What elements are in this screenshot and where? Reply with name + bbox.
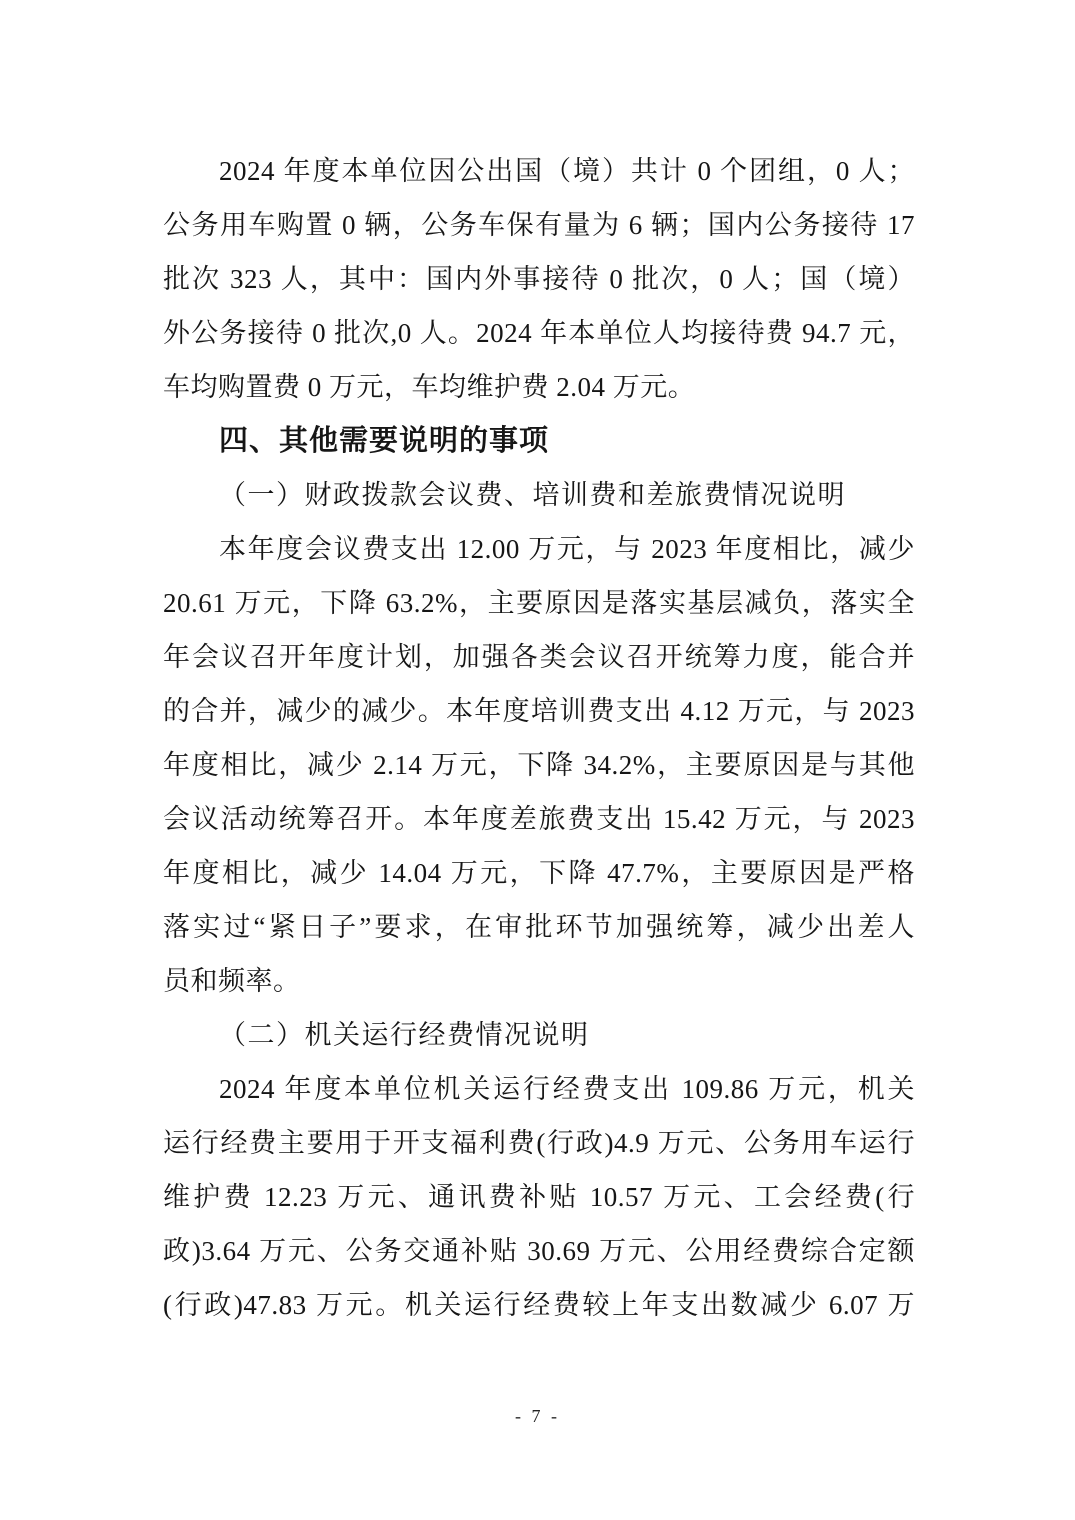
paragraph-line: 外公务接待 0 批次,0 人。2024 年本单位人均接待费 94.7 元，: [163, 318, 915, 348]
paragraph-line: 年会议召开年度计划，加强各类会议召开统筹力度，能合并: [163, 642, 915, 672]
page-number: - 7 -: [515, 1406, 560, 1426]
paragraph-line: 维护费 12.23 万元、通讯费补贴 10.57 万元、工会经费(行: [163, 1182, 915, 1212]
paragraph-line: 公务用车购置 0 辆，公务车保有量为 6 辆；国内公务接待 17: [163, 210, 915, 240]
paragraph-line: 本年度会议费支出 12.00 万元，与 2023 年度相比，减少: [219, 534, 915, 564]
subsection-heading: （一）财政拨款会议费、培训费和差旅费情况说明: [219, 480, 846, 510]
section-heading: 四、其他需要说明的事项: [219, 425, 550, 457]
paragraph-line: 年度相比，减少 2.14 万元，下降 34.2%，主要原因是与其他: [163, 750, 915, 780]
subsection-heading: （二）机关运行经费情况说明: [219, 1020, 590, 1050]
paragraph-line: 批次 323 人，其中：国内外事接待 0 批次，0 人；国（境）: [163, 264, 915, 294]
paragraph-line: 的合并，减少的减少。本年度培训费支出 4.12 万元，与 2023: [163, 696, 915, 726]
paragraph-line: 员和频率。: [163, 966, 301, 996]
paragraph-line: (行政)47.83 万元。机关运行经费较上年支出数减少 6.07 万: [163, 1290, 915, 1320]
paragraph-line: 政)3.64 万元、公务交通补贴 30.69 万元、公用经费综合定额: [163, 1236, 915, 1266]
paragraph-line: 2024 年度本单位机关运行经费支出 109.86 万元，机关: [219, 1074, 915, 1104]
paragraph-line: 会议活动统筹召开。本年度差旅费支出 15.42 万元，与 2023: [163, 804, 915, 834]
paragraph-line: 落实过“紧日子”要求，在审批环节加强统筹，减少出差人: [163, 912, 915, 942]
paragraph-line: 2024 年度本单位因公出国（境）共计 0 个团组，0 人；: [219, 156, 915, 186]
paragraph-line: 运行经费主要用于开支福利费(行政)4.9 万元、公务用车运行: [163, 1128, 915, 1158]
paragraph-line: 年度相比，减少 14.04 万元，下降 47.7%，主要原因是严格: [163, 858, 915, 888]
document-body: [163, 144, 915, 1332]
paragraph-line: 20.61 万元，下降 63.2%，主要原因是落实基层减负，落实全: [163, 588, 915, 618]
paragraph-line: 车均购置费 0 万元，车均维护费 2.04 万元。: [163, 372, 696, 402]
